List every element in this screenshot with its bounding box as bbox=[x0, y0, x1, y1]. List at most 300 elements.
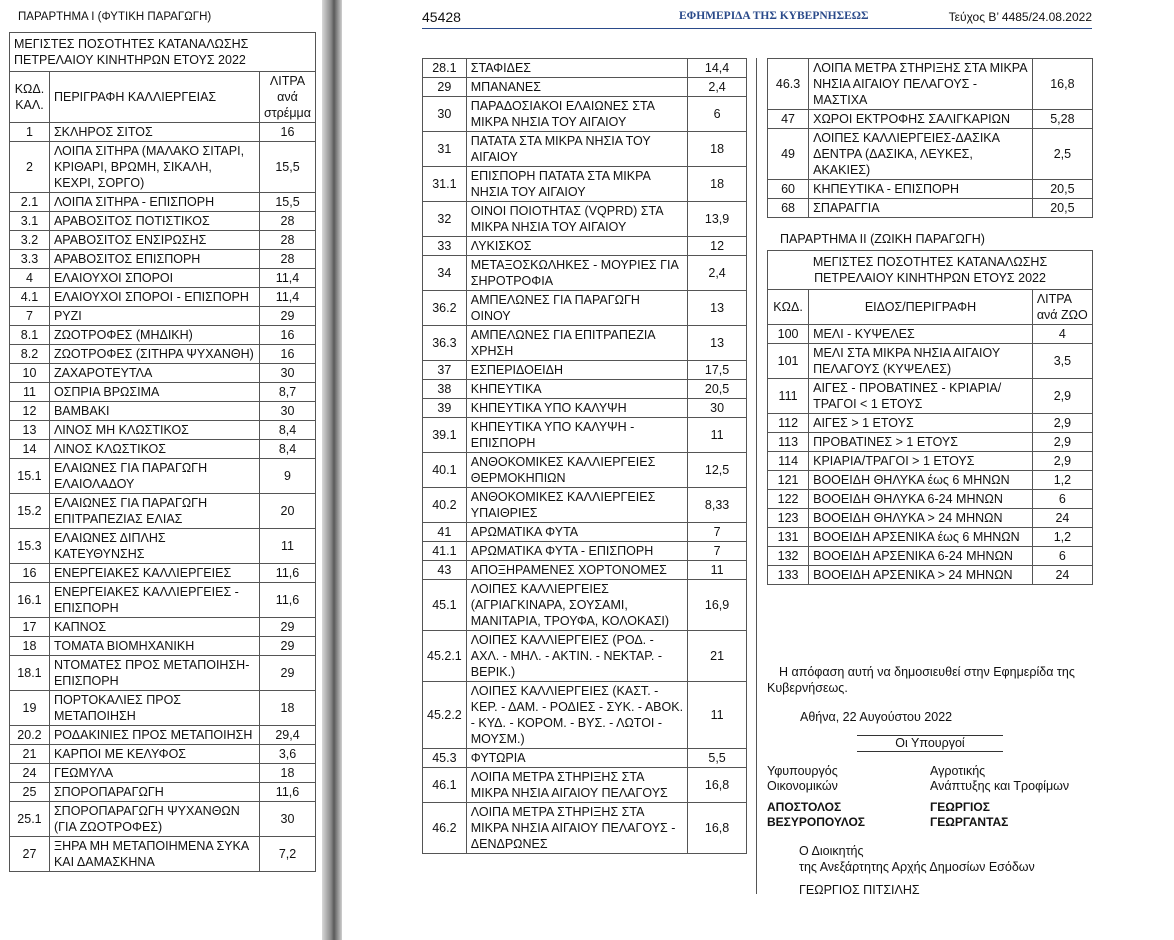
cell-liters: 2,9 bbox=[1032, 452, 1092, 471]
cell-liters: 7 bbox=[688, 523, 747, 542]
cell-liters: 11,6 bbox=[260, 564, 316, 583]
right-page bbox=[342, 0, 1174, 940]
table-row bbox=[768, 379, 1093, 414]
cell-code: 29 bbox=[423, 78, 467, 97]
cell-desc: ΚΑΡΠΟΙ ΜΕ ΚΕΛΥΦΟΣ bbox=[49, 745, 259, 764]
cell-desc: ΑΡΑΒΟΣΙΤΟΣ ΠΟΤΙΣΤΙΚΟΣ bbox=[49, 212, 259, 231]
cell-desc: ΕΣΠΕΡΙΔΟΕΙΔΗ bbox=[466, 361, 687, 380]
cell-liters: 20,5 bbox=[1032, 180, 1092, 199]
cell-code: 123 bbox=[768, 509, 809, 528]
cell-code: 112 bbox=[768, 414, 809, 433]
annex2-col-code: ΚΩΔ. bbox=[768, 290, 809, 325]
page-header bbox=[422, 10, 1092, 28]
cell-code: 24 bbox=[10, 764, 50, 783]
cell-code: 131 bbox=[768, 528, 809, 547]
cell-desc: ΟΣΠΡΙΑ ΒΡΩΣΙΜΑ bbox=[49, 383, 259, 402]
cell-code: 27 bbox=[10, 837, 50, 872]
cell-desc: ΒΟΟΕΙΔΗ ΑΡΣΕΝΙΚΑ έως 6 ΜΗΝΩΝ bbox=[809, 528, 1033, 547]
cell-code: 39.1 bbox=[423, 418, 467, 453]
table-row bbox=[10, 269, 316, 288]
cell-liters: 11 bbox=[260, 529, 316, 564]
cell-code: 34 bbox=[423, 256, 467, 291]
cell-desc: ΕΝΕΡΓΕΙΑΚΕΣ ΚΑΛΛΙΕΡΓΕΙΕΣ - ΕΠΙΣΠΟΡΗ bbox=[49, 583, 259, 618]
cell-code: 2 bbox=[10, 142, 50, 193]
table-row bbox=[768, 180, 1093, 199]
table-row bbox=[423, 97, 747, 132]
cell-code: 60 bbox=[768, 180, 809, 199]
cell-desc: ΛΟΙΠΑ ΜΕΤΡΑ ΣΤΗΡΙΞΗΣ ΣΤΑ ΜΙΚΡΑ ΝΗΣΙΑ ΑΙΓΑΙΟΥ ΠΕΛΑΓΟΥΣ bbox=[466, 768, 687, 803]
cell-desc: ΑΙΓΕΣ > 1 ΕΤΟΥΣ bbox=[809, 414, 1033, 433]
cell-liters: 16,8 bbox=[1032, 59, 1092, 110]
cell-liters: 20,5 bbox=[688, 380, 747, 399]
table-row bbox=[10, 583, 316, 618]
cell-code: 38 bbox=[423, 380, 467, 399]
cell-desc: ΒΟΟΕΙΔΗ ΘΗΛΥΚΑ > 24 ΜΗΝΩΝ bbox=[809, 509, 1033, 528]
cell-liters: 6 bbox=[1032, 490, 1092, 509]
table-row bbox=[10, 494, 316, 529]
cell-liters: 13,9 bbox=[688, 202, 747, 237]
cell-desc: ΕΛΑΙΩΝΕΣ ΔΙΠΛΗΣ ΚΑΤΕΥΘΥΝΣΗΣ bbox=[49, 529, 259, 564]
table-row bbox=[10, 618, 316, 637]
annex2-col-liters: ΛΙΤΡΑ ανά ΖΩΟ bbox=[1032, 290, 1092, 325]
gov-line1: Ο Διοικητής bbox=[799, 844, 864, 858]
table-row bbox=[423, 167, 747, 202]
cell-code: 19 bbox=[10, 691, 50, 726]
cell-desc: ΖΩΟΤΡΟΦΕΣ (ΣΙΤΗΡΑ ΨΥΧΑΝΘΗ) bbox=[49, 345, 259, 364]
cell-desc: ΑΙΓΕΣ - ΠΡΟΒΑΤΙΝΕΣ - ΚΡΙΑΡΙΑ/ ΤΡΑΓΟΙ < 1 ΕΤΟΥΣ bbox=[809, 379, 1033, 414]
cell-liters: 1,2 bbox=[1032, 471, 1092, 490]
table-row bbox=[10, 364, 316, 383]
cell-code: 18.1 bbox=[10, 656, 50, 691]
cell-liters: 6 bbox=[688, 97, 747, 132]
cell-liters: 11 bbox=[688, 682, 747, 749]
table-row bbox=[768, 59, 1093, 110]
cell-liters: 8,7 bbox=[260, 383, 316, 402]
cell-desc: ΕΛΑΙΟΥΧΟΙ ΣΠΟΡΟΙ bbox=[49, 269, 259, 288]
cell-liters: 6 bbox=[1032, 547, 1092, 566]
cell-desc: ΝΤΟΜΑΤΕΣ ΠΡΟΣ ΜΕΤΑΠΟΙΗΣΗ- ΕΠΙΣΠΟΡΗ bbox=[49, 656, 259, 691]
cell-liters: 11,6 bbox=[260, 783, 316, 802]
table-row bbox=[768, 344, 1093, 379]
table-row bbox=[10, 307, 316, 326]
table-row bbox=[768, 199, 1093, 218]
cell-code: 45.2.2 bbox=[423, 682, 467, 749]
cell-code: 8.1 bbox=[10, 326, 50, 345]
table-row bbox=[10, 288, 316, 307]
table-row bbox=[423, 418, 747, 453]
cell-desc: ΛΟΙΠΑ ΜΕΤΡΑ ΣΤΗΡΙΞΗΣ ΣΤΑ ΜΙΚΡΑ ΝΗΣΙΑ ΑΙΓΑΙΟΥ ΠΕΛΑΓΟΥΣ - ΜΑΣΤΙΧΑ bbox=[809, 59, 1033, 110]
table-row bbox=[423, 631, 747, 682]
cell-code: 121 bbox=[768, 471, 809, 490]
right-tbody bbox=[768, 59, 1093, 218]
cell-desc: ΑΡΑΒΟΣΙΤΟΣ ΕΠΙΣΠΟΡΗ bbox=[49, 250, 259, 269]
cell-desc: ΣΤΑΦΙΔΕΣ bbox=[466, 59, 687, 78]
cell-code: 111 bbox=[768, 379, 809, 414]
cell-desc: ΛΟΙΠΑ ΣΙΤΗΡΑ (ΜΑΛΑΚΟ ΣΙΤΑΡΙ, ΚΡΙΘΑΡΙ, ΒΡΩΜΗ, ΣΙΚΑΛΗ, ΚΕΧΡΙ, ΣΟΡΓΟ) bbox=[49, 142, 259, 193]
ministers-heading: Οι Υπουργοί bbox=[857, 735, 1003, 752]
cell-desc: ΠΑΡΑΔΟΣΙΑΚΟΙ ΕΛΑΙΩΝΕΣ ΣΤΑ ΜΙΚΡΑ ΝΗΣΙΑ ΤΟΥ ΑΙΓΑΙΟΥ bbox=[466, 97, 687, 132]
cell-code: 18 bbox=[10, 637, 50, 656]
cell-code: 15.3 bbox=[10, 529, 50, 564]
table-row bbox=[10, 637, 316, 656]
cell-code: 15.1 bbox=[10, 459, 50, 494]
cell-code: 30 bbox=[423, 97, 467, 132]
cell-desc: ΛΟΙΠΑ ΣΙΤΗΡΑ - ΕΠΙΣΠΟΡΗ bbox=[49, 193, 259, 212]
cell-liters: 5,5 bbox=[688, 749, 747, 768]
table-row bbox=[768, 110, 1093, 129]
table-row bbox=[10, 837, 316, 872]
table-row bbox=[423, 132, 747, 167]
cell-desc: ΑΡΩΜΑΤΙΚΑ ΦΥΤΑ bbox=[466, 523, 687, 542]
cell-liters: 20 bbox=[260, 494, 316, 529]
cell-desc: ΕΛΑΙΩΝΕΣ ΓΙΑ ΠΑΡΑΓΩΓΗ ΕΛΑΙΟΛΑΔΟΥ bbox=[49, 459, 259, 494]
table-row bbox=[423, 361, 747, 380]
cell-code: 114 bbox=[768, 452, 809, 471]
cell-liters: 8,4 bbox=[260, 440, 316, 459]
header-rule bbox=[422, 28, 1092, 29]
cell-code: 37 bbox=[423, 361, 467, 380]
cell-code: 68 bbox=[768, 199, 809, 218]
cell-desc: ΚΗΠΕΥΤΙΚΑ ΥΠΟ ΚΑΛΥΨΗ - ΕΠΙΣΠΟΡΗ bbox=[466, 418, 687, 453]
table-row bbox=[10, 383, 316, 402]
cell-liters: 11 bbox=[688, 418, 747, 453]
cell-liters: 30 bbox=[260, 402, 316, 421]
cell-code: 25 bbox=[10, 783, 50, 802]
cell-desc: ΚΑΠΝΟΣ bbox=[49, 618, 259, 637]
cell-code: 31 bbox=[423, 132, 467, 167]
cell-code: 16.1 bbox=[10, 583, 50, 618]
cell-liters: 29 bbox=[260, 637, 316, 656]
col-header-liters: ΛΙΤΡΑ ανά στρέμμα bbox=[260, 72, 316, 123]
cell-code: 40.1 bbox=[423, 453, 467, 488]
cell-liters: 16,8 bbox=[688, 803, 747, 854]
table-row bbox=[423, 202, 747, 237]
table-row bbox=[768, 490, 1093, 509]
cell-desc: ΒΟΟΕΙΔΗ ΘΗΛΥΚΑ έως 6 ΜΗΝΩΝ bbox=[809, 471, 1033, 490]
table-row bbox=[10, 764, 316, 783]
table-row bbox=[768, 471, 1093, 490]
cell-liters: 15,5 bbox=[260, 142, 316, 193]
table-row bbox=[10, 726, 316, 745]
table-row bbox=[10, 123, 316, 142]
cell-code: 2.1 bbox=[10, 193, 50, 212]
left-page bbox=[0, 0, 322, 940]
table-row bbox=[10, 656, 316, 691]
cell-liters: 2,4 bbox=[688, 78, 747, 97]
table-row bbox=[10, 440, 316, 459]
table-row bbox=[768, 528, 1093, 547]
cell-code: 3.1 bbox=[10, 212, 50, 231]
cell-code: 11 bbox=[10, 383, 50, 402]
annex2-table bbox=[767, 250, 1093, 585]
cell-code: 21 bbox=[10, 745, 50, 764]
cell-code: 45.1 bbox=[423, 580, 467, 631]
cell-code: 45.3 bbox=[423, 749, 467, 768]
cell-code: 16 bbox=[10, 564, 50, 583]
cell-liters: 2,9 bbox=[1032, 379, 1092, 414]
cell-desc: ΓΕΩΜΥΛΑ bbox=[49, 764, 259, 783]
table-row bbox=[423, 78, 747, 97]
cell-desc: ΟΙΝΟΙ ΠΟΙΟΤΗΤΑΣ (VQPRD) ΣΤΑ ΜΙΚΡΑ ΝΗΣΙΑ ΤΟΥ ΑΙΓΑΙΟΥ bbox=[466, 202, 687, 237]
middle-tbody bbox=[423, 59, 747, 854]
cell-desc: ΛΟΙΠΕΣ ΚΑΛΛΙΕΡΓΕΙΕΣ (ΚΑΣΤ. - ΚΕΡ. - ΔΑΜ. - ΡΟΔΙΕΣ - ΣΥΚ. - ΑΒΟΚ. - ΚΥΔ. - ΚΟΡΟΜ. - ΒΥΣ. - ΛΩΤΟΙ - ΜΟΥΣΜ.) bbox=[466, 682, 687, 749]
cell-code: 39 bbox=[423, 399, 467, 418]
table-row bbox=[10, 691, 316, 726]
cell-desc: ΚΗΠΕΥΤΙΚΑ bbox=[466, 380, 687, 399]
cell-liters: 12 bbox=[688, 237, 747, 256]
gov-name: ΓΕΩΡΓΙΟΣ ΠΙΤΣΙΛΗΣ bbox=[799, 883, 920, 897]
cell-desc: ΖΑΧΑΡΟΤΕΥΤΛΑ bbox=[49, 364, 259, 383]
annex2-col-desc: ΕΙΔΟΣ/ΠΕΡΙΓΡΑΦΗ bbox=[809, 290, 1033, 325]
column-separator bbox=[756, 58, 757, 894]
issue-number: Τεύχος Β’ 4485/24.08.2022 bbox=[948, 10, 1092, 24]
cell-code: 46.2 bbox=[423, 803, 467, 854]
cell-liters: 11,4 bbox=[260, 288, 316, 307]
cell-liters: 12,5 bbox=[688, 453, 747, 488]
cell-desc: ΛΙΝΟΣ ΚΛΩΣΤΙΚΟΣ bbox=[49, 440, 259, 459]
cell-liters: 21 bbox=[688, 631, 747, 682]
cell-code: 101 bbox=[768, 344, 809, 379]
page-number: 45428 bbox=[422, 9, 461, 25]
table-row bbox=[423, 291, 747, 326]
cell-code: 33 bbox=[423, 237, 467, 256]
gazette-title: ΕΦΗΜΕΡΙΔΑ ΤΗΣ ΚΥΒΕΡΝΗΣΕΩΣ bbox=[679, 10, 869, 22]
cell-code: 15.2 bbox=[10, 494, 50, 529]
table-row bbox=[768, 414, 1093, 433]
cell-liters: 2,4 bbox=[688, 256, 747, 291]
cell-desc: ΑΝΘΟΚΟΜΙΚΕΣ ΚΑΛΛΙΕΡΓΕΙΕΣ ΥΠΑΙΘΡΙΕΣ bbox=[466, 488, 687, 523]
table-row bbox=[423, 803, 747, 854]
table-row bbox=[768, 509, 1093, 528]
running-header: ΠΑΡΑΡΤΗΜΑ Ι (ΦΥΤΙΚΗ ΠΑΡΑΓΩΓΗ) bbox=[18, 11, 212, 23]
cell-liters: 17,5 bbox=[688, 361, 747, 380]
table-row bbox=[423, 488, 747, 523]
right-table bbox=[767, 58, 1093, 218]
table-row bbox=[423, 380, 747, 399]
cell-liters: 15,5 bbox=[260, 193, 316, 212]
table-row bbox=[10, 745, 316, 764]
cell-desc: ΛΟΙΠΕΣ ΚΑΛΛΙΕΡΓΕΙΕΣ (ΑΓΡΙΑΓΚΙΝΑΡΑ, ΣΟΥΣΑΜΙ, ΜΑΝΙΤΑΡΙΑ, ΤΡΟΥΦΑ, ΚΟΛΟΚΑΣΙ) bbox=[466, 580, 687, 631]
cell-liters: 24 bbox=[1032, 566, 1092, 585]
cell-code: 100 bbox=[768, 325, 809, 344]
sig2-name2: ΓΕΩΡΓΑΝΤΑΣ bbox=[930, 815, 1009, 829]
cell-liters: 14,4 bbox=[688, 59, 747, 78]
cell-desc: ΠΑΤΑΤΑ ΣΤΑ ΜΙΚΡΑ ΝΗΣΙΑ ΤΟΥ ΑΙΓΑΙΟΥ bbox=[466, 132, 687, 167]
table-row bbox=[768, 547, 1093, 566]
table-row bbox=[423, 580, 747, 631]
cell-desc: ΚΗΠΕΥΤΙΚΑ - ΕΠΙΣΠΟΡΗ bbox=[809, 180, 1033, 199]
cell-desc: ΕΝΕΡΓΕΙΑΚΕΣ ΚΑΛΛΙΕΡΓΕΙΕΣ bbox=[49, 564, 259, 583]
table-row bbox=[10, 421, 316, 440]
cell-desc: ΣΠΟΡΟΠΑΡΑΓΩΓΗ bbox=[49, 783, 259, 802]
cell-liters: 16 bbox=[260, 326, 316, 345]
cell-desc: ΛΟΙΠΑ ΜΕΤΡΑ ΣΤΗΡΙΞΗΣ ΣΤΑ ΜΙΚΡΑ ΝΗΣΙΑ ΑΙΓΑΙΟΥ ΠΕΛΑΓΟΥΣ - ΔΕΝΔΡΩΝΕΣ bbox=[466, 803, 687, 854]
cell-liters: 7,2 bbox=[260, 837, 316, 872]
table-row bbox=[10, 193, 316, 212]
cell-desc: ΧΩΡΟΙ ΕΚΤΡΟΦΗΣ ΣΑΛΙΓΚΑΡΙΩΝ bbox=[809, 110, 1033, 129]
table-row bbox=[10, 783, 316, 802]
cell-code: 49 bbox=[768, 129, 809, 180]
cell-liters: 2,9 bbox=[1032, 414, 1092, 433]
cell-desc: ΛΟΙΠΕΣ ΚΑΛΛΙΕΡΓΕΙΕΣ-ΔΑΣΙΚΑ ΔΕΝΤΡΑ (ΔΑΣΙΚΑ, ΛΕΥΚΕΣ, ΑΚΑΚΙΕΣ) bbox=[809, 129, 1033, 180]
cell-liters: 2,5 bbox=[1032, 129, 1092, 180]
cell-code: 46.1 bbox=[423, 768, 467, 803]
sig2-role1: Αγροτικής bbox=[930, 764, 986, 778]
table-row bbox=[768, 566, 1093, 585]
sig2-name1: ΓΕΩΡΓΙΟΣ bbox=[930, 800, 990, 814]
cell-liters: 16,9 bbox=[688, 580, 747, 631]
annex2-title: ΜΕΓΙΣΤΕΣ ΠΟΣΟΤΗΤΕΣ ΚΑΤΑΝΑΛΩΣΗΣ ΠΕΤΡΕΛΑΙΟΥ ΚΙΝΗΤΗΡΩΝ ΕΤΟΥΣ 2022 bbox=[768, 251, 1093, 290]
cell-code: 17 bbox=[10, 618, 50, 637]
publication-notice: Η απόφαση αυτή να δημοσιευθεί στην Εφημερίδα της Κυβερνήσεως. bbox=[767, 665, 1075, 695]
table-row bbox=[423, 523, 747, 542]
table-row bbox=[10, 564, 316, 583]
cell-code: 4 bbox=[10, 269, 50, 288]
col-header-code: ΚΩΔ. ΚΑΛ. bbox=[10, 72, 50, 123]
cell-code: 41 bbox=[423, 523, 467, 542]
cell-liters: 28 bbox=[260, 231, 316, 250]
sig1-role2: Οικονομικών bbox=[767, 779, 838, 793]
table-row bbox=[423, 768, 747, 803]
middle-table bbox=[422, 58, 747, 854]
annex1-tbody bbox=[10, 33, 316, 872]
cell-desc: ΡΥΖΙ bbox=[49, 307, 259, 326]
cell-desc: ΑΜΠΕΛΩΝΕΣ ΓΙΑ ΠΑΡΑΓΩΓΗ ΟΙΝΟΥ bbox=[466, 291, 687, 326]
cell-desc: ΞΗΡΑ ΜΗ ΜΕΤΑΠΟΙΗΜΕΝΑ ΣΥΚΑ ΚΑΙ ΔΑΜΑΣΚΗΝΑ bbox=[49, 837, 259, 872]
cell-code: 14 bbox=[10, 440, 50, 459]
table-row bbox=[423, 237, 747, 256]
table-row bbox=[10, 802, 316, 837]
cell-desc: ΜΕΛΙ - ΚΥΨΕΛΕΣ bbox=[809, 325, 1033, 344]
cell-code: 132 bbox=[768, 547, 809, 566]
cell-desc: ΒΟΟΕΙΔΗ ΘΗΛΥΚΑ 6-24 ΜΗΝΩΝ bbox=[809, 490, 1033, 509]
table-title: ΜΕΓΙΣΤΕΣ ΠΟΣΟΤΗΤΕΣ ΚΑΤΑΝΑΛΩΣΗΣ ΠΕΤΡΕΛΑΙΟΥ ΚΙΝΗΤΗΡΩΝ ΕΤΟΥΣ 2022 bbox=[10, 33, 316, 72]
gov-line2: της Ανεξάρτητης Αρχής Δημοσίων Εσόδων bbox=[799, 860, 1035, 874]
cell-liters: 11,6 bbox=[260, 583, 316, 618]
cell-code: 10 bbox=[10, 364, 50, 383]
table-row bbox=[423, 399, 747, 418]
cell-desc: ΑΜΠΕΛΩΝΕΣ ΓΙΑ ΕΠΙΤΡΑΠΕΖΙΑ ΧΡΗΣΗ bbox=[466, 326, 687, 361]
annex2-tbody bbox=[768, 251, 1093, 585]
table-row bbox=[10, 459, 316, 494]
cell-desc: ΑΡΑΒΟΣΙΤΟΣ ΕΝΣΙΡΩΣΗΣ bbox=[49, 231, 259, 250]
annex2-heading: ΠΑΡΑΡΤΗΜΑ ΙΙ (ΖΩΙΚΗ ΠΑΡΑΓΩΓΗ) bbox=[780, 232, 985, 246]
cell-liters: 18 bbox=[688, 167, 747, 202]
cell-code: 36.2 bbox=[423, 291, 467, 326]
cell-liters: 13 bbox=[688, 291, 747, 326]
cell-liters: 8,33 bbox=[688, 488, 747, 523]
cell-desc: ΡΟΔΑΚΙΝΙΕΣ ΠΡΟΣ ΜΕΤΑΠΟΙΗΣΗ bbox=[49, 726, 259, 745]
cell-liters: 28 bbox=[260, 212, 316, 231]
table-row bbox=[768, 433, 1093, 452]
table-row bbox=[10, 345, 316, 364]
col-header-desc: ΠΕΡΙΓΡΑΦΗ ΚΑΛΛΙΕΡΓΕΙΑΣ bbox=[49, 72, 259, 123]
cell-liters: 7 bbox=[688, 542, 747, 561]
table-row bbox=[423, 682, 747, 749]
cell-code: 12 bbox=[10, 402, 50, 421]
cell-liters: 3,5 bbox=[1032, 344, 1092, 379]
annex1-table bbox=[9, 32, 316, 872]
table-row bbox=[423, 561, 747, 580]
table-row bbox=[423, 326, 747, 361]
cell-code: 3.2 bbox=[10, 231, 50, 250]
cell-liters: 5,28 bbox=[1032, 110, 1092, 129]
cell-liters: 29,4 bbox=[260, 726, 316, 745]
cell-liters: 30 bbox=[260, 364, 316, 383]
cell-code: 31.1 bbox=[423, 167, 467, 202]
cell-code: 8.2 bbox=[10, 345, 50, 364]
cell-liters: 13 bbox=[688, 326, 747, 361]
cell-desc: ΒΑΜΒΑΚΙ bbox=[49, 402, 259, 421]
sig2-role2: Ανάπτυξης και Τροφίμων bbox=[930, 779, 1070, 793]
cell-code: 3.3 bbox=[10, 250, 50, 269]
cell-liters: 18 bbox=[688, 132, 747, 167]
cell-code: 133 bbox=[768, 566, 809, 585]
sig1-role1: Υφυπουργός bbox=[767, 764, 838, 778]
cell-desc: ΛΙΝΟΣ ΜΗ ΚΛΩΣΤΙΚΟΣ bbox=[49, 421, 259, 440]
cell-desc: ΛΟΙΠΕΣ ΚΑΛΛΙΕΡΓΕΙΕΣ (ΡΟΔ. - ΑΧΛ. - ΜΗΛ. - ΑΚΤΙΝ. - ΝΕΚΤΑΡ. - ΒΕΡΙΚ.) bbox=[466, 631, 687, 682]
cell-desc: ΑΠΟΞΗΡΑΜΕΝΕΣ ΧΟΡΤΟΝΟΜΕΣ bbox=[466, 561, 687, 580]
cell-code: 45.2.1 bbox=[423, 631, 467, 682]
table-row bbox=[10, 231, 316, 250]
cell-code: 1 bbox=[10, 123, 50, 142]
cell-code: 113 bbox=[768, 433, 809, 452]
cell-liters: 16 bbox=[260, 345, 316, 364]
cell-liters: 30 bbox=[260, 802, 316, 837]
cell-desc: ΜΠΑΝΑΝΕΣ bbox=[466, 78, 687, 97]
governor-block bbox=[799, 843, 1035, 898]
cell-liters: 8,4 bbox=[260, 421, 316, 440]
cell-desc: ΣΚΛΗΡΟΣ ΣΙΤΟΣ bbox=[49, 123, 259, 142]
cell-desc: ΑΡΩΜΑΤΙΚΑ ΦΥΤΑ - ΕΠΙΣΠΟΡΗ bbox=[466, 542, 687, 561]
cell-code: 4.1 bbox=[10, 288, 50, 307]
cell-desc: ΒΟΟΕΙΔΗ ΑΡΣΕΝΙΚΑ > 24 ΜΗΝΩΝ bbox=[809, 566, 1033, 585]
cell-desc: ΕΛΑΙΩΝΕΣ ΓΙΑ ΠΑΡΑΓΩΓΗ ΕΠΙΤΡΑΠΕΖΙΑΣ ΕΛΙΑΣ bbox=[49, 494, 259, 529]
table-row bbox=[768, 129, 1093, 180]
table-row bbox=[10, 250, 316, 269]
table-row bbox=[10, 142, 316, 193]
cell-liters: 29 bbox=[260, 656, 316, 691]
cell-code: 25.1 bbox=[10, 802, 50, 837]
cell-liters: 9 bbox=[260, 459, 316, 494]
sig1-name2: ΒΕΣΥΡΟΠΟΥΛΟΣ bbox=[767, 815, 866, 829]
table-row bbox=[10, 212, 316, 231]
cell-liters: 18 bbox=[260, 691, 316, 726]
cell-code: 46.3 bbox=[768, 59, 809, 110]
cell-liters: 20,5 bbox=[1032, 199, 1092, 218]
cell-liters: 1,2 bbox=[1032, 528, 1092, 547]
cell-liters: 24 bbox=[1032, 509, 1092, 528]
cell-liters: 28 bbox=[260, 250, 316, 269]
signature-block-finance bbox=[767, 764, 865, 830]
signing-date: Αθήνα, 22 Αυγούστου 2022 bbox=[800, 710, 953, 724]
cell-code: 122 bbox=[768, 490, 809, 509]
cell-code: 40.2 bbox=[423, 488, 467, 523]
cell-code: 32 bbox=[423, 202, 467, 237]
cell-desc: ΚΡΙΑΡΙΑ/ΤΡΑΓΟΙ > 1 ΕΤΟΥΣ bbox=[809, 452, 1033, 471]
cell-liters: 18 bbox=[260, 764, 316, 783]
cell-liters: 3,6 bbox=[260, 745, 316, 764]
table-row bbox=[423, 542, 747, 561]
cell-desc: ΦΥΤΩΡΙΑ bbox=[466, 749, 687, 768]
book-gutter bbox=[322, 0, 342, 940]
cell-desc: ΣΠΟΡΟΠΑΡΑΓΩΓΗ ΨΥΧΑΝΘΩΝ (ΓΙΑ ΖΩΟΤΡΟΦΕΣ) bbox=[49, 802, 259, 837]
table-row bbox=[768, 452, 1093, 471]
cell-desc: ΤΟΜΑΤΑ ΒΙΟΜΗΧΑΝΙΚΗ bbox=[49, 637, 259, 656]
table-row bbox=[423, 453, 747, 488]
cell-desc: ΜΕΛΙ ΣΤΑ ΜΙΚΡΑ ΝΗΣΙΑ ΑΙΓΑΙΟΥ ΠΕΛΑΓΟΥΣ (ΚΥΨΕΛΕΣ) bbox=[809, 344, 1033, 379]
cell-liters: 30 bbox=[688, 399, 747, 418]
